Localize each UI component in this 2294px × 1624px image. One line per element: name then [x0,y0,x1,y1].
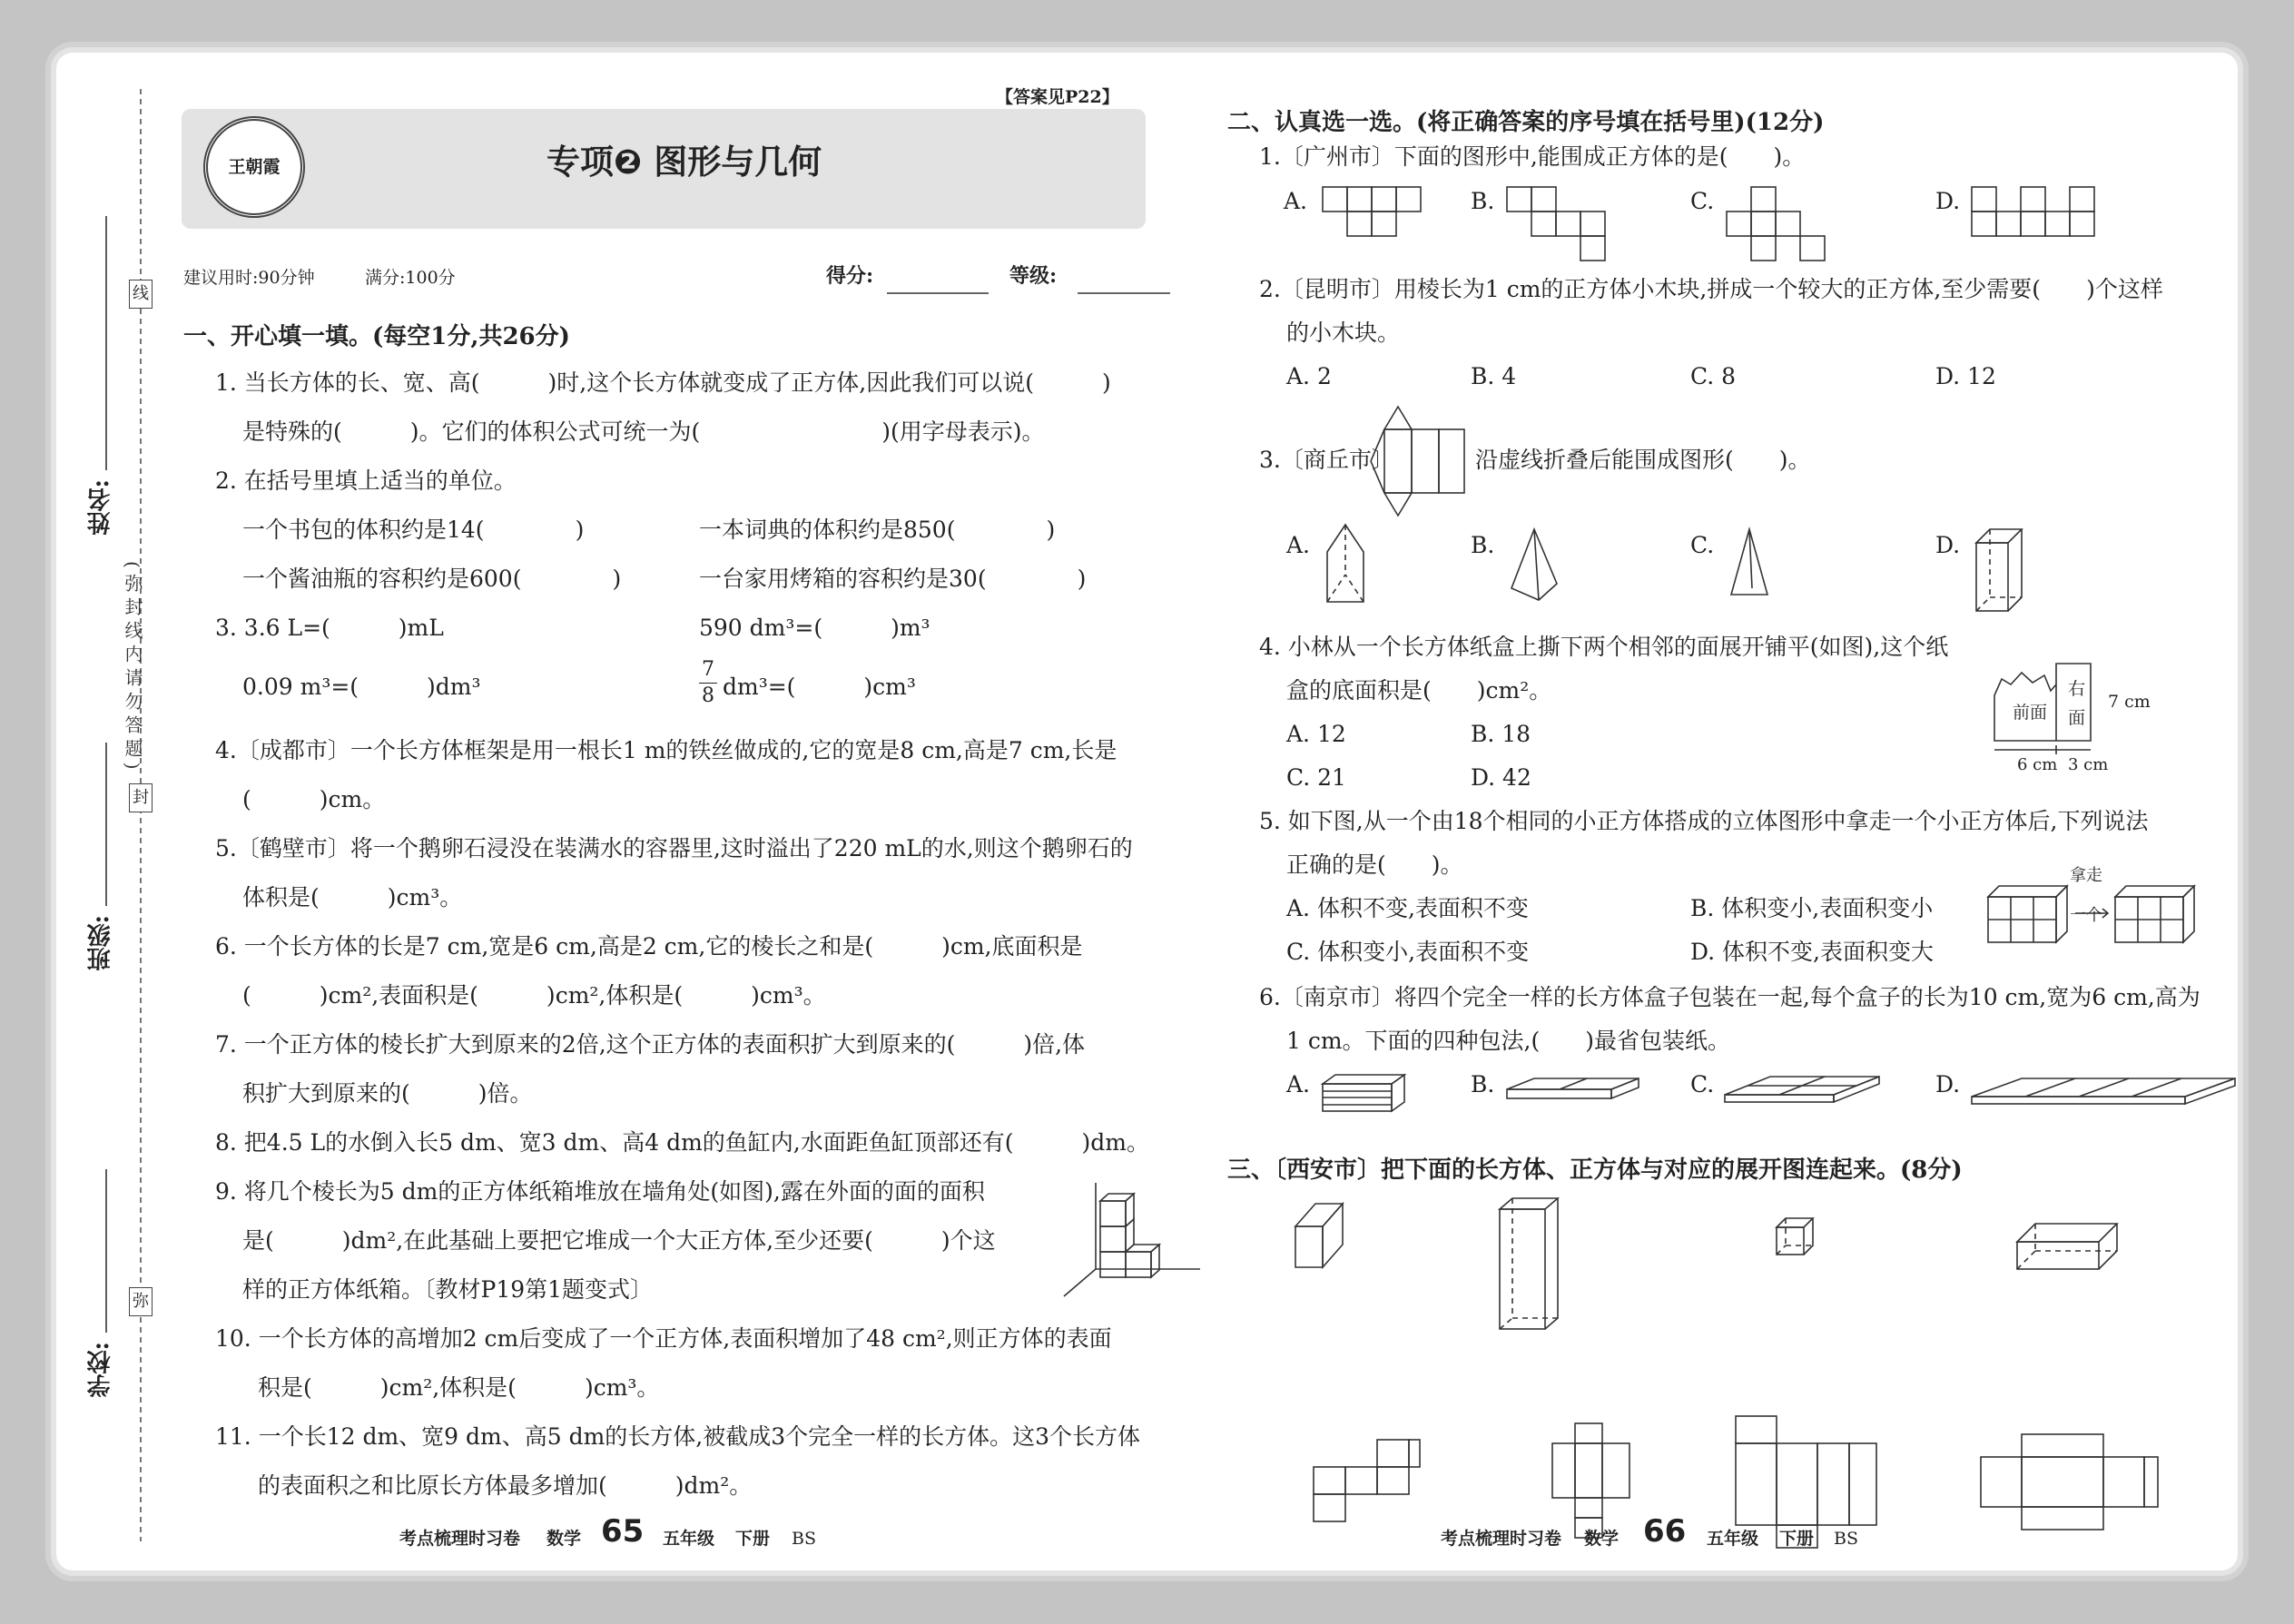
s2-q3-pyramid-c [1727,529,1772,602]
s2-q6-stack-a [1323,1073,1409,1114]
s2-q4-label-front: 前面 [2013,703,2048,723]
q2-item-c: 一个酱油瓶的容积约是600( ) [242,566,622,592]
s2-q2-option-b: B. 4 [1471,363,1517,389]
s2-q3-option-b: B. [1471,532,1495,558]
s3-tall-prism-solid [1500,1198,1563,1334]
q10-line1: 10. 一个长方体的高增加2 cm后变成了一个正方体,表面积增加了48 cm²,则正方体的表面 [215,1325,1112,1352]
q6-line2: ( )cm²,表面积是( )cm²,体积是( )cm³。 [242,982,826,1009]
s2-q5-line1: 5. 如下图,从一个由18个相同的小正方体搭成的立体图形中拿走一个小正方体后,下列说法 [1259,808,2149,834]
class-field[interactable] [105,743,107,906]
q10-line2: 积是( )cm²,体积是( )cm³。 [258,1374,660,1401]
s2-q3-option-a: A. [1286,532,1311,558]
s2-q5-option-c: C. 体积变小,表面积不变 [1286,939,1530,965]
section2-heading: 二、认真选一选。(将正确答案的序号填在括号里)(12分) [1227,109,1825,136]
q2-item-b: 一本词典的体积约是850( ) [699,517,1056,543]
q5-line2: 体积是( )cm³。 [242,884,463,910]
s2-q6-line1: 6.〔南京市〕将四个完全一样的长方体盒子包装在一起,每个盒子的长为10 cm,宽为6 cm,高为 [1259,984,2200,1010]
s2-q1-option-b: B. [1471,188,1495,214]
s2-q5-option-d: D. 体积不变,表面积变大 [1690,939,1934,965]
q3-denominator: 8 [702,684,714,707]
q4-line1: 4.〔成都市〕一个长方体框架是用一根长1 m的铁丝做成的,它的宽是8 cm,高是7 cm,长是 [215,737,1117,763]
s2-q3-pyramid-b [1507,529,1561,602]
school-label: 学校: [87,1342,114,1398]
binding-label-feng: 封 [129,783,153,812]
footer-right-page-number: 66 [1643,1513,1687,1550]
footer-right-edition: BS [1834,1529,1858,1549]
s2-q4-line1: 4. 小林从一个长方体纸盒上撕下两个相邻的面展开铺平(如图),这个纸 [1259,634,1949,660]
school-field[interactable] [105,1169,107,1333]
s2-q4-width-label-2: 3 cm [2068,755,2109,774]
s2-q2-line2: 的小木块。 [1286,320,1401,346]
s2-q2-option-d: D. 12 [1935,363,1996,389]
s2-q2-line1: 2.〔昆明市〕用棱长为1 cm的正方体小木块,拼成一个较大的正方体,至少需要( )个这样 [1259,276,2163,302]
q9-line3: 样的正方体纸箱。〔教材P19第1题变式〕 [242,1276,654,1303]
s2-q6-option-a: A. [1286,1071,1311,1097]
q9-cube-stack-figure [1050,1183,1205,1301]
q11-line1: 11. 一个长12 dm、宽9 dm、高5 dm的长方体,被截成3个完全一样的长方体。这3个长方体 [215,1423,1141,1450]
s2-q4-height-label: 7 cm [2108,692,2151,712]
s2-q1-option-d: D. [1935,188,1961,214]
q2-item-a: 一个书包的体积约是14( ) [242,517,585,543]
footer-left-grade: 五年级 [663,1529,715,1549]
q3-item-c: 0.09 m³=( )dm³ [242,674,481,700]
footer-right-grade: 五年级 [1707,1529,1759,1549]
s2-q4-line2: 盒的底面积是( )cm²。 [1286,677,1552,704]
section1-heading: 一、开心填一填。(每空1分,共26分) [183,323,570,350]
s3-net-4 [1981,1434,2162,1543]
s2-q4-width-label-1: 6 cm [2017,755,2058,774]
footer-right-volume: 下册 [1779,1529,1815,1549]
class-label: 班级: [87,915,114,971]
s2-q5-option-b: B. 体积变小,表面积变小 [1690,895,1934,921]
s2-q4-option-a: A. 12 [1286,721,1346,747]
logo-seal [203,116,305,218]
footer-right-series: 考点梳理时习卷 [1441,1529,1562,1549]
q6-line1: 6. 一个长方体的长是7 cm,宽是6 cm,高是2 cm,它的棱长之和是( )cm,底面积是 [215,933,1083,960]
s2-q4-option-b: B. 18 [1471,721,1531,747]
s2-q3-prism-d [1972,529,2026,615]
score-label: 得分: [826,264,874,288]
logo-text: 王朝霞 [228,157,281,177]
page-title: 专项❷ 图形与几何 [546,143,822,182]
q3-item-a: 3. 3.6 L=( )mL [215,615,444,641]
footer-left-series: 考点梳理时习卷 [399,1529,521,1549]
footer-left-page-number: 65 [601,1513,645,1550]
q3-numerator: 7 [699,657,717,684]
q1-line2: 是特殊的( )。它们的体积公式可统一为( )(用字母表示)。 [242,418,1045,445]
s2-q3-text: 沿虚线折叠后能围成图形( )。 [1475,447,1811,473]
s2-q1-net-b [1507,187,1607,269]
s2-q3-option-c: C. [1690,532,1715,558]
q4-line2: ( )cm。 [242,786,386,812]
q2-item-d: 一台家用烤箱的容积约是30( ) [699,566,1087,592]
s2-q6-stack-b [1507,1078,1643,1106]
answer-reference: 【答案见P22】 [996,87,1119,107]
q8-line: 8. 把4.5 L的水倒入长5 dm、宽3 dm、高4 dm的鱼缸内,水面距鱼缸顶部还有( )dm。 [215,1129,1149,1156]
full-score-note: 满分:100分 [365,268,456,288]
q11-line2: 的表面积之和比原长方体最多增加( )dm²。 [258,1472,753,1499]
name-field[interactable] [105,216,107,470]
s2-q6-stack-c [1725,1077,1888,1108]
s2-q4-label-right-2: 面 [2068,708,2086,728]
s2-q5-take-label-1: 拿走 [2070,866,2102,885]
name-label: 姓名: [87,479,114,536]
s2-q6-line2: 1 cm。下面的四种包法,( )最省包装纸。 [1286,1028,1731,1054]
s2-q5-take-label-2: 一个 [2070,906,2102,925]
s2-q5-line2: 正确的是( )。 [1286,851,1463,878]
q7-line2: 积扩大到原来的( )倍。 [242,1080,533,1107]
q9-line2: 是( )dm²,在此基础上要把它堆成一个大正方体,至少还要( )个这 [242,1227,996,1254]
s2-q3-triangular-prism-a [1323,525,1368,606]
grade-label: 等级: [1009,264,1058,288]
q3-item-d: dm³=( )cm³ [723,674,916,700]
s2-q4-option-c: C. 21 [1286,764,1346,791]
s2-q1-net-c [1727,187,1826,269]
worksheet [56,53,2238,1570]
score-field[interactable] [887,292,989,294]
q3-item-b: 590 dm³=( )m³ [699,615,930,641]
s2-q1-option-a: A. [1284,188,1308,214]
s2-q1-net-d [1972,187,2099,241]
q2-prompt: 2. 在括号里填上适当的单位。 [215,468,517,494]
s3-small-cube-solid [1777,1218,1817,1259]
s2-q6-option-b: B. [1471,1071,1495,1097]
binding-label-mi: 弥 [129,1287,153,1316]
s3-flat-box-solid [2017,1224,2122,1274]
s2-q1-option-c: C. [1690,188,1715,214]
s2-q3-option-d: D. [1935,532,1961,558]
s2-q4-option-d: D. 42 [1471,764,1531,791]
s3-long-bar-solid [1295,1204,1350,1276]
binding-label-xian: 线 [129,280,153,309]
s2-q2-option-a: A. 2 [1286,363,1332,389]
s2-q6-option-c: C. [1690,1071,1715,1097]
s2-q4-label-right-1: 右 [2068,679,2086,699]
footer-right-subject: 数学 [1584,1529,1620,1549]
q3-fraction [699,657,717,709]
q7-line1: 7. 一个正方体的棱长扩大到原来的2倍,这个正方体的表面积扩大到原来的( )倍,体 [215,1031,1086,1058]
s2-q6-stack-d [1972,1078,2244,1110]
s2-q1-net-a [1323,187,1423,241]
s2-q6-option-d: D. [1935,1071,1961,1097]
s2-q2-option-c: C. 8 [1690,363,1737,389]
s2-q3-label: 3.〔商丘市〕 [1259,447,1394,473]
q9-line1: 9. 将几个棱长为5 dm的正方体纸箱堆放在墙角处(如图),露在外面的面的面积 [215,1178,985,1205]
footer-left-subject: 数学 [546,1529,582,1549]
time-note: 建议用时:90分钟 [183,268,315,288]
q1-line1: 1. 当长方体的长、宽、高( )时,这个长方体就变成了正方体,因此我们可以说( ) [215,369,1111,396]
section3-heading: 三、〔西安市〕把下面的长方体、正方体与对应的展开图连起来。(8分) [1227,1156,1963,1184]
q5-line1: 5.〔鹤壁市〕将一个鹅卵石浸没在装满水的容器里,这时溢出了220 mL的水,则这个鹅卵石的 [215,835,1133,861]
s3-net-1 [1314,1440,1423,1526]
s2-q5-option-a: A. 体积不变,表面积不变 [1286,895,1529,921]
binding-hint: (弥封线内请勿答题) [122,561,143,775]
s2-q3-prism-net [1371,407,1466,516]
footer-left-volume: 下册 [735,1529,771,1549]
s2-q1-line: 1.〔广州市〕下面的图形中,能围成正方体的是( )。 [1259,143,1806,170]
grade-field[interactable] [1078,292,1170,294]
footer-left-edition: BS [792,1529,816,1549]
